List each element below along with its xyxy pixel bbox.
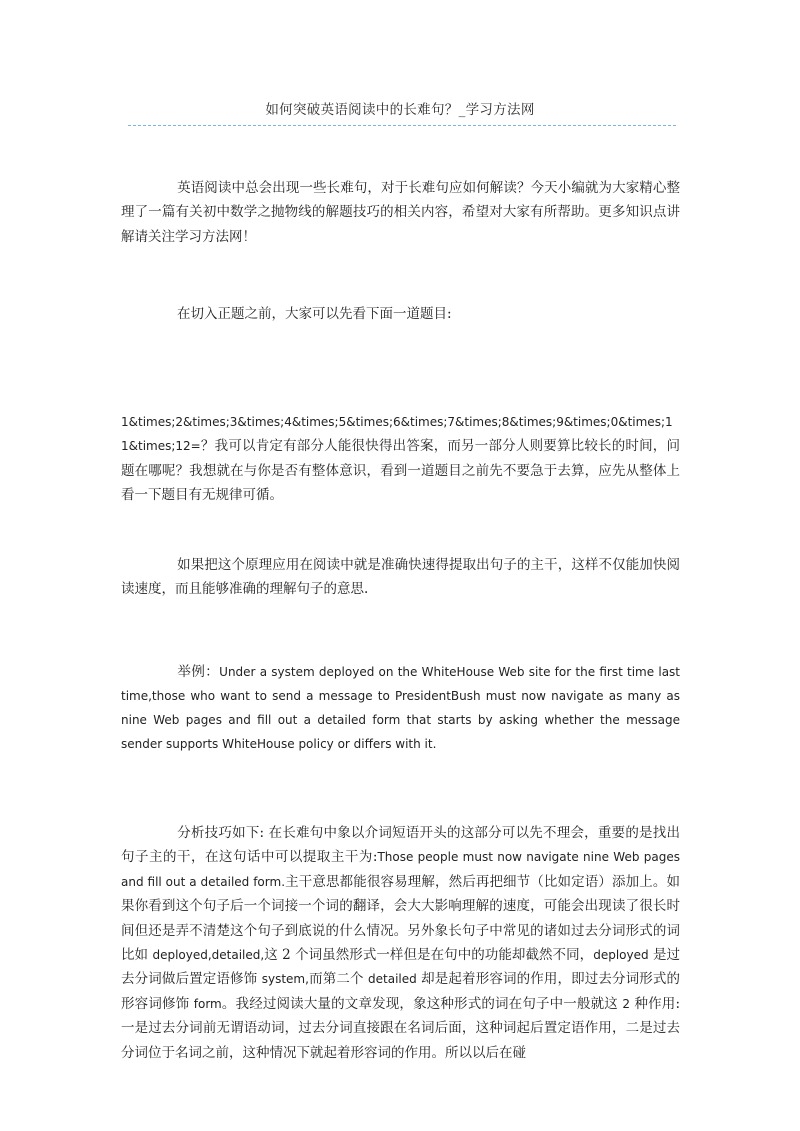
analysis-text-g: 是过去分词做后置定语修饰: [121, 947, 681, 988]
principle-paragraph: [121, 553, 680, 602]
analysis-text-m: 。我经过阅读大量的文章发现，象这种形式的词在句子中一般就这: [221, 995, 618, 1012]
title-divider: [128, 125, 676, 126]
lead-in-text: 在切入正题之前，大家可以先看下面一道题目:: [177, 306, 452, 322]
example-label: 举例：: [177, 664, 220, 680]
analysis-text-o: 种作用: 一是过去分词前无谓语动词，过去分词直接跟在名词后面，这种词起后置定语作用，二是过去分词位于名词之前，这种情况下就起着形容词的作用。所以以后在碰: [121, 995, 681, 1061]
analysis-text-e: 这 2 个词虽然形式一样但是在句中的功能却截然不同，: [264, 947, 594, 964]
analysis-term-deployed: deployed: [593, 948, 649, 963]
analysis-text-k: 却是起着形容词的作用，即过去分词形式的形容词修饰: [121, 971, 681, 1012]
analysis-text-a: 分析技巧如下: 在长难句中象以介词短语开头的这部分可以先不理会，重要的是找出句子主的干，在这句话中可以提取主干为:: [121, 825, 680, 866]
analysis-term-system: system,: [261, 972, 309, 987]
puzzle-expression: 1&times;2&times;3&times;4&times;5&times;6&times;7&times;8&times;9&times;0&times;11&times;12=: [121, 415, 673, 454]
analysis-term-form: form: [193, 996, 222, 1011]
document-title: 如何突破英语阅读中的长难句？_学习方法网: [265, 102, 535, 118]
analysis-term-pair: deployed,detailed,: [152, 948, 265, 963]
example-sentence: Under a system deployed on the WhiteHouse Web site for the first time last time,those who want to send a message to PresidentBush must now navigate as many as nine Web pages and fill out a detailed form that starts by asking whether the message sender supports WhiteHouse policy or differs with it.: [121, 665, 680, 751]
analysis-text-c: 主干意思都能很容易理解，然后再把细节（比如定语）添加上。如果你看到这个句子后一个词接一个词的翻译，会大大影响理解的速度，可能会出现读了很长时间但还是弄不清楚这个句子到底说的什么情况。另外象长句子中常见的诸如过去分词形式的词比如: [121, 873, 681, 964]
lead-in-paragraph: [121, 302, 680, 326]
intro-paragraph: [121, 176, 680, 249]
analysis-term-detailed: detailed: [368, 972, 417, 987]
analysis-text-i: 而第二个: [308, 971, 364, 988]
intro-text: 英语阅读中总会出现一些长难句，对于长难句应如何解读？今天小编就为大家精心整理了一篇有关初中数学之抛物线的解题技巧的相关内容，希望对大家有所帮助。更多知识点讲解请关注学习方法网！: [121, 180, 680, 245]
puzzle-text: ？我可以肯定有部分人能很快得出答案，而另一部分人则要算比较长的时间，问题在哪呢？我想就在与你是否有整体意识，看到一道题目之前先不要急于去算，应先从整体上看一下题目有无规律可循。: [121, 438, 680, 504]
analysis-paragraph: [121, 821, 680, 1065]
analysis-number-two: 2: [622, 996, 631, 1011]
principle-text: 如果把这个原理应用在阅读中就是准确快速得提取出句子的主干，这样不仅能加快阅读速度，而且能够准确的理解句子的意思.: [121, 557, 680, 598]
analysis-main-clause: Those people must now navigate nine Web pages and fill out a detailed form.: [121, 850, 680, 889]
puzzle-paragraph: [121, 410, 680, 508]
example-paragraph: [121, 660, 680, 756]
